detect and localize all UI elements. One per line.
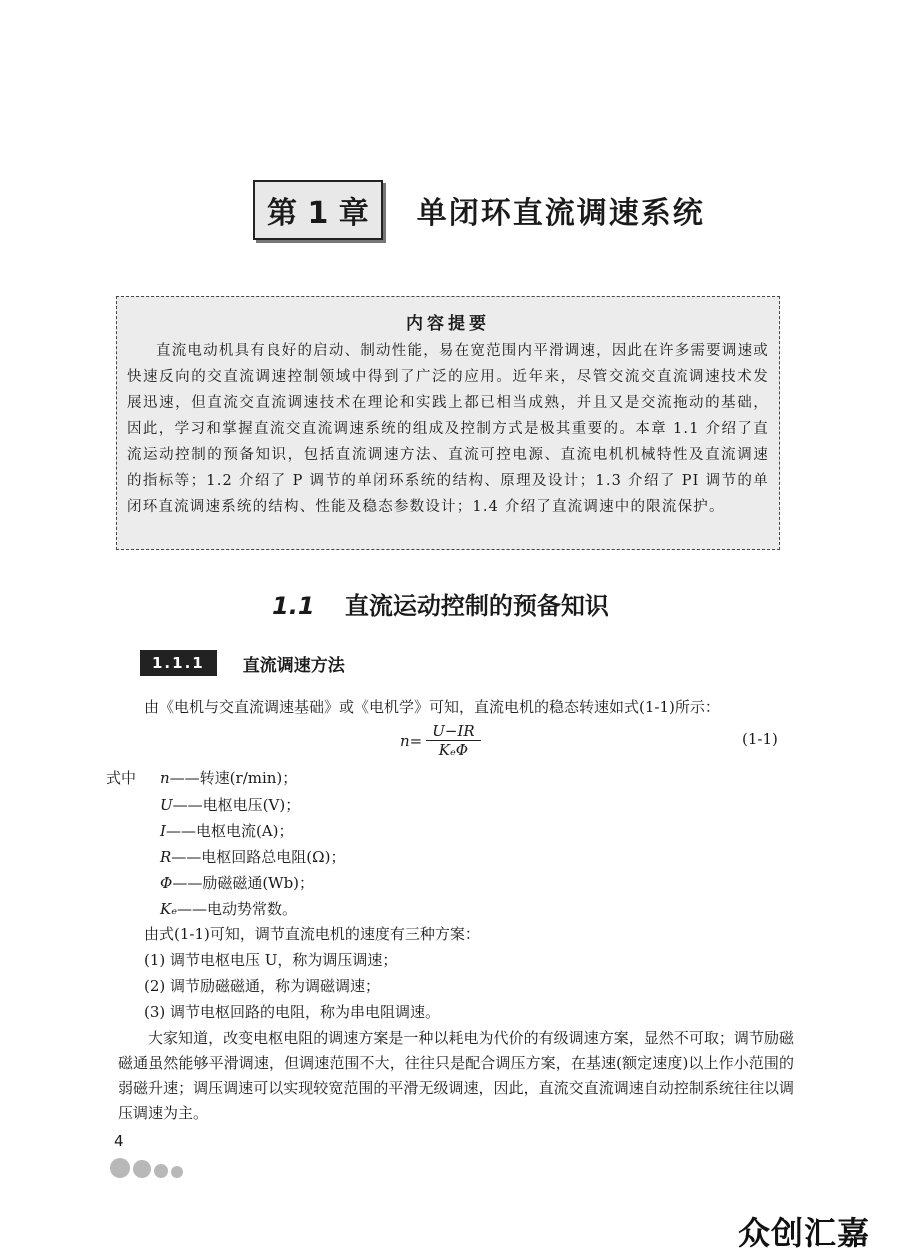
summary-body: 直流电动机具有良好的启动、制动性能，易在宽范围内平滑调速，因此在许多需要调速或快速反向的交直流调速控制领域中得到了广泛的应用。近年来，尽管交流交直流调速技术发展迅速，但直流交直流调速技术在理论和实践上都已相当成熟，并且又是交流拖动的基础，因此，学习和掌握直流交直流调速系统的组成及控制方式是极其重要的。本章 1.1 介绍了直流运动控制的预备知识，包括直流调速方法、直流可控电源、直流电机机械特性及直流调速的指标等；1.2 介绍了 P 调节的单闭环系统的结构、原理及设计；1.3 介绍了 PI 调节的单闭环直流调速系统的结构、性能及稳态参数设计；1.4 介绍了直流调速中的限流保护。 [127, 343, 769, 515]
variable-row: Φ——励磁磁通(Wb)； [160, 874, 315, 892]
method-item: (1) 调节电枢电压 U，称为调压调速； [144, 951, 398, 969]
subsection-title: 直流调速方法 [242, 655, 345, 676]
equation-number: (1-1) [742, 730, 778, 748]
chapter-heading [253, 180, 705, 240]
dot-icon [133, 1160, 151, 1178]
watermark-logo: 众创汇嘉 [738, 1214, 871, 1252]
dot-icon [110, 1158, 130, 1178]
where-label: 式中 [106, 769, 137, 787]
chapter-label: 第 1 章 [253, 180, 383, 240]
methods-intro: 由式(1-1)可知，调节直流电机的速度有三种方案： [144, 925, 480, 943]
page-number: 4 [114, 1132, 124, 1150]
formula [400, 722, 481, 759]
chapter-title: 单闭环直流调速系统 [416, 196, 705, 231]
summary-heading: 内容提要 [406, 314, 490, 334]
variable-row: I——电枢电流(A)； [160, 822, 294, 840]
variable-row: n——转速(r/min)； [160, 769, 298, 787]
dot-icon [171, 1166, 183, 1178]
intro-text: 由《电机与交直流调速基础》或《电机学》可知，直流电机的稳态转速如式(1-1)所示： [144, 698, 720, 716]
method-item: (2) 调节励磁磁通，称为调磁调速； [144, 977, 381, 995]
dot-icon [154, 1164, 168, 1178]
section-number: 1.1 [272, 592, 315, 620]
conclusion-paragraph: 大家知道，改变电枢电阻的调速方案是一种以耗电为代价的有级调速方案，显然不可取；调节励磁磁通虽然能够平滑调速，但调速范围不大，往往只是配合调压方案，在基速(额定速度)以上作小范围的弱磁升速；调压调速可以实现较宽范围的平滑无级调速，因此，直流交直流调速自动控制系统往往以调压调速为主。 [118, 1029, 794, 1122]
decorative-dots [110, 1158, 186, 1178]
formula-numerator: U−IR [426, 722, 480, 741]
formula-lhs: n= [400, 731, 423, 750]
section-heading [272, 586, 609, 621]
subsection-heading [140, 650, 345, 676]
summary-box [116, 296, 780, 550]
formula-denominator: KₑΦ [438, 741, 469, 759]
formula-fraction [426, 722, 480, 759]
method-item: (3) 调节电枢回路的电阻，称为串电阻调速。 [144, 1003, 441, 1021]
variable-row: Kₑ——电动势常数。 [160, 900, 298, 918]
subsection-number: 1.1.1 [140, 650, 217, 676]
variable-row: U——电枢电压(V)； [160, 796, 301, 814]
section-title: 直流运动控制的预备知识 [344, 592, 609, 620]
variable-row: R——电枢回路总电阻(Ω)； [160, 848, 346, 866]
